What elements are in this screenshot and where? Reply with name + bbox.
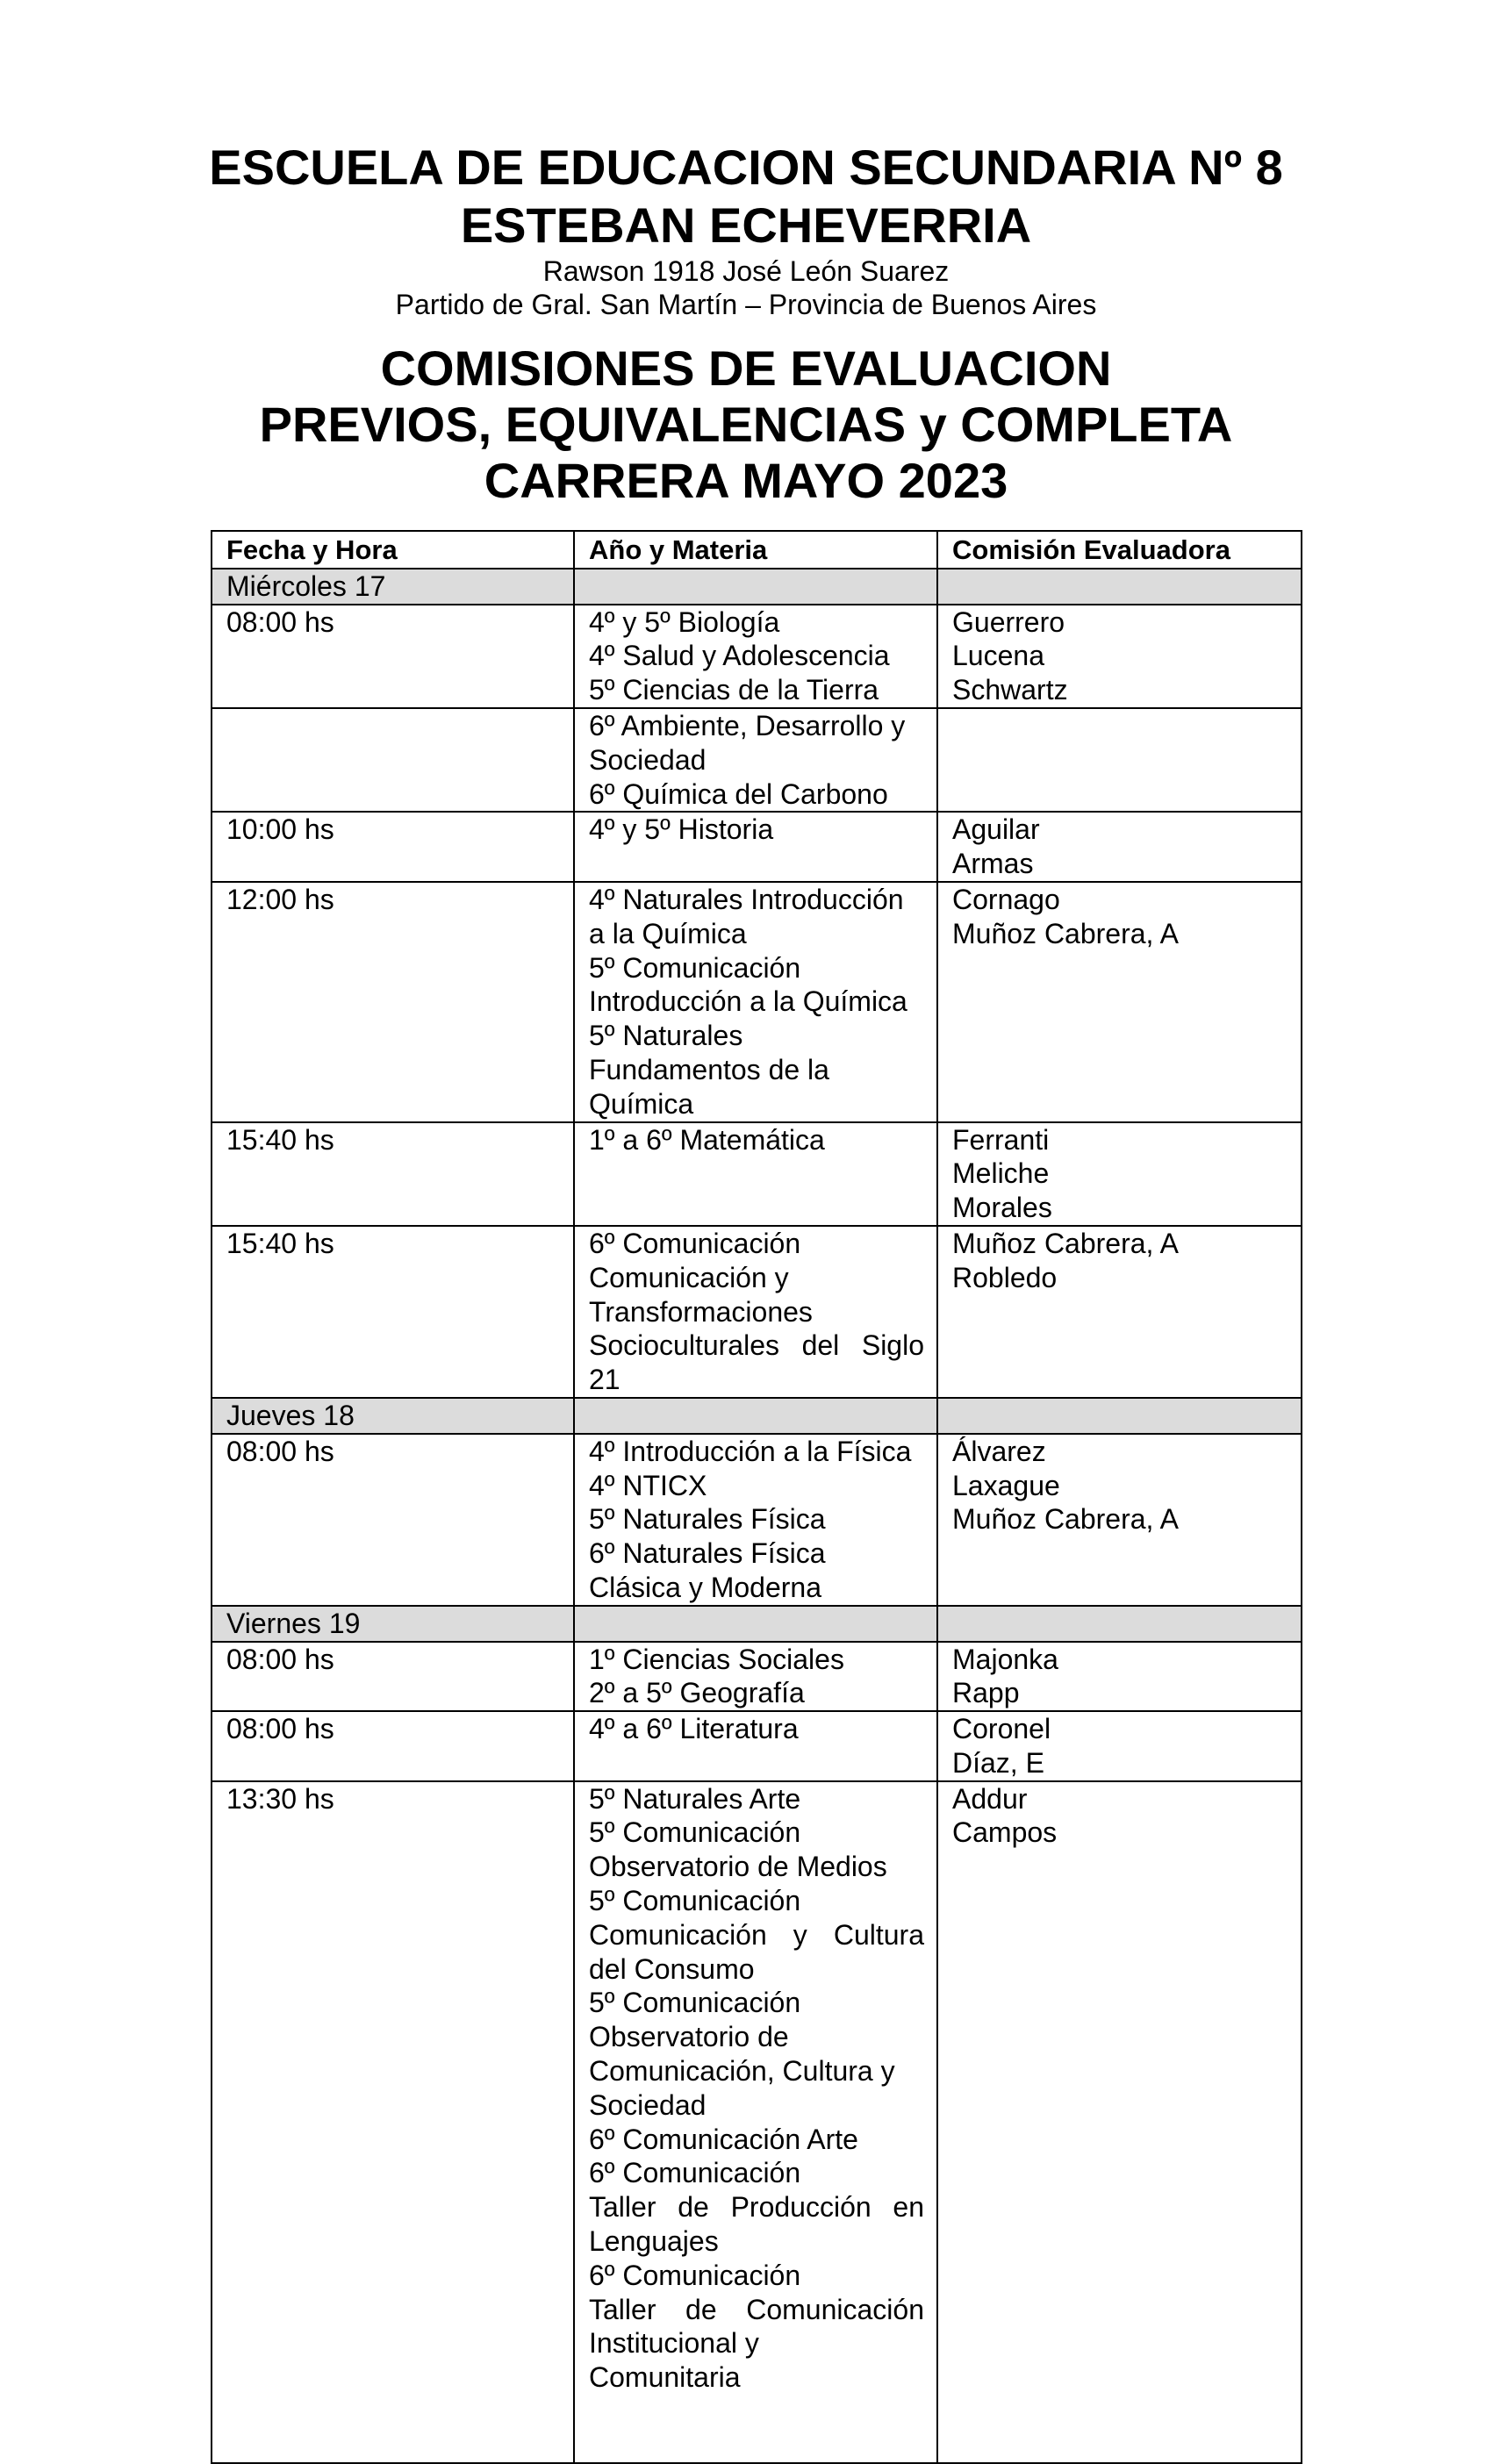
subject-line: Lenguajes [589, 2225, 719, 2258]
subject-cell [574, 1642, 937, 1712]
time-cell: 15:40 hs [212, 1226, 574, 1398]
subject-line: 4º y 5º Biología [589, 605, 780, 638]
column-header-subject: Año y Materia [574, 531, 937, 569]
school-name-line1: ESCUELA DE EDUCACION SECUNDARIA Nº 8 [209, 140, 1283, 195]
day-row-empty-cell [574, 1398, 937, 1434]
subject-line: a la Química [589, 917, 747, 949]
committee-cell [937, 708, 1302, 812]
committee-cell [937, 1781, 1302, 2463]
committee-cell [937, 812, 1302, 882]
time-cell: 08:00 hs [212, 605, 574, 708]
committee-member: Morales [952, 1192, 1052, 1224]
column-header-committee: Comisión Evaluadora [937, 531, 1302, 569]
committee-member: Laxague [952, 1469, 1060, 1501]
committee-cell [937, 1122, 1302, 1226]
column-header-date-time: Fecha y Hora [212, 531, 574, 569]
committee-member: Cornago [952, 883, 1060, 915]
subject-line: 5º Comunicación [589, 1816, 801, 1849]
table-row [212, 1122, 1302, 1226]
title-line2: PREVIOS, EQUIVALENCIAS y COMPLETA [259, 397, 1233, 452]
document-title [0, 340, 1492, 509]
subject-cell [574, 605, 937, 708]
subject-cell [574, 1434, 937, 1606]
subject-line: Comunitaria [589, 2361, 741, 2394]
time-cell: 15:40 hs [212, 1122, 574, 1226]
committee-member: Meliche [952, 1157, 1050, 1190]
subject-line: 2º a 5º Geografía [589, 1677, 805, 1709]
committee-member: Robledo [952, 1261, 1058, 1293]
title-line1: COMISIONES DE EVALUACION [380, 340, 1112, 396]
subject-line: 6º Naturales Física [589, 1537, 826, 1570]
subject-line: Institucional y [589, 2327, 759, 2360]
subject-cell [574, 1781, 937, 2463]
document-header [0, 139, 1492, 509]
subject-line: Transformaciones [589, 1295, 813, 1328]
time-cell: 12:00 hs [212, 882, 574, 1122]
table-row [212, 1711, 1302, 1781]
committee-member: Campos [952, 1816, 1058, 1849]
subject-cell [574, 1711, 937, 1781]
time-cell: 10:00 hs [212, 812, 574, 882]
day-row-empty-cell [574, 569, 937, 605]
subject-line: 4º Introducción a la Física [589, 1435, 912, 1467]
committee-member: Lucena [952, 640, 1044, 672]
committee-member: Aguilar [952, 813, 1040, 846]
evaluation-schedule-table [211, 530, 1302, 2464]
subject-line: Química [589, 1087, 694, 1120]
committee-member: Álvarez [952, 1435, 1046, 1467]
subject-line: del Consumo [589, 1952, 755, 1985]
school-name-line2: ESTEBAN ECHEVERRIA [460, 197, 1032, 253]
subject-line: Introducción a la Química [589, 985, 907, 1018]
subject-line: 4º a 6º Literatura [589, 1713, 799, 1745]
subject-line: Comunicación, Cultura y [589, 2055, 895, 2088]
committee-member: Rapp [952, 1677, 1020, 1709]
subject-line: Clásica y Moderna [589, 1571, 821, 1603]
subject-cell [574, 708, 937, 812]
committee-member: Muñoz Cabrera, A [952, 1227, 1179, 1259]
time-cell: 08:00 hs [212, 1434, 574, 1606]
subject-line: 5º Comunicación [589, 951, 801, 984]
committee-cell [937, 1226, 1302, 1398]
committee-cell [937, 605, 1302, 708]
subject-line: Sociedad [589, 743, 707, 776]
subject-line: 4º Naturales Introducción [589, 883, 904, 915]
subject-line: Taller de Producción en [589, 2191, 924, 2224]
subject-line: 5º Naturales [589, 1020, 743, 1052]
table-row [212, 812, 1302, 882]
subject-line: 6º Comunicación [589, 2259, 801, 2291]
subject-line: 6º Comunicación [589, 1227, 801, 1259]
subject-line: Observatorio de [589, 2021, 789, 2053]
time-cell: 13:30 hs [212, 1781, 574, 2463]
committee-member: Coronel [952, 1713, 1051, 1745]
subject-line: 6º Comunicación Arte [589, 2123, 858, 2155]
time-cell: 08:00 hs [212, 1642, 574, 1712]
table-row [212, 605, 1302, 708]
subject-line: 4º Salud y Adolescencia [589, 640, 890, 672]
committee-member: Majonka [952, 1643, 1058, 1675]
committee-cell [937, 1642, 1302, 1712]
subject-line: Sociedad [589, 2088, 707, 2121]
subject-line: 1º Ciencias Sociales [589, 1643, 844, 1675]
table-row [212, 1434, 1302, 1606]
subject-line: 5º Naturales Física [589, 1503, 826, 1536]
subject-cell [574, 882, 937, 1122]
day-row [212, 569, 1302, 605]
table-row [212, 708, 1302, 812]
committee-member: Muñoz Cabrera, A [952, 917, 1179, 949]
subject-cell [574, 1122, 937, 1226]
day-label: Viernes 19 [212, 1606, 574, 1642]
table-row [212, 1781, 1302, 2463]
day-row-empty-cell [937, 1606, 1302, 1642]
day-row [212, 1606, 1302, 1642]
day-row [212, 1398, 1302, 1434]
table-row [212, 1642, 1302, 1712]
committee-member: Ferranti [952, 1123, 1050, 1156]
subject-line: 6º Química del Carbono [589, 777, 888, 810]
time-cell [212, 708, 574, 812]
title-line3: CARRERA MAYO 2023 [484, 453, 1008, 508]
subject-line: 6º Ambiente, Desarrollo y [589, 709, 906, 741]
subject-line: 21 [589, 1364, 620, 1396]
committee-cell [937, 1434, 1302, 1606]
day-row-empty-cell [937, 1398, 1302, 1434]
table-header-row [212, 531, 1302, 569]
subject-line: 1º a 6º Matemática [589, 1123, 825, 1156]
subject-line: 5º Naturales Arte [589, 1782, 801, 1815]
committee-member: Schwartz [952, 674, 1068, 706]
committee-cell [937, 1711, 1302, 1781]
table-row [212, 882, 1302, 1122]
committee-member: Muñoz Cabrera, A [952, 1503, 1179, 1536]
subject-cell [574, 812, 937, 882]
subject-line: Observatorio de Medios [589, 1851, 887, 1883]
subject-line: 5º Ciencias de la Tierra [589, 674, 879, 706]
committee-member: Addur [952, 1782, 1028, 1815]
subject-line: 5º Comunicación [589, 1885, 801, 1917]
school-address-line2: Partido de Gral. San Martín – Provincia de Buenos Aires [395, 289, 1097, 320]
subject-line: Socioculturales del Siglo [589, 1329, 924, 1362]
day-label: Miércoles 17 [212, 569, 574, 605]
subject-line: 6º Comunicación [589, 2157, 801, 2189]
committee-cell [937, 882, 1302, 1122]
subject-cell [574, 1226, 937, 1398]
subject-line: 4º NTICX [589, 1469, 707, 1501]
subject-line: Comunicación y [589, 1261, 789, 1293]
day-row-empty-cell [574, 1606, 937, 1642]
table-row [212, 1226, 1302, 1398]
subject-line: Fundamentos de la [589, 1053, 829, 1085]
school-address-line1: Rawson 1918 José León Suarez [542, 255, 950, 287]
time-cell: 08:00 hs [212, 1711, 574, 1781]
committee-member: Guerrero [952, 605, 1065, 638]
day-row-empty-cell [937, 569, 1302, 605]
committee-member: Armas [952, 848, 1034, 880]
subject-line: 4º y 5º Historia [589, 813, 774, 846]
day-label: Jueves 18 [212, 1398, 574, 1434]
subject-line: 5º Comunicación [589, 1987, 801, 2019]
subject-line: Comunicación y Cultura [589, 1918, 924, 1951]
committee-member: Díaz, E [952, 1746, 1044, 1779]
table-body [212, 569, 1302, 2463]
subject-line: Taller de Comunicación [589, 2293, 924, 2325]
